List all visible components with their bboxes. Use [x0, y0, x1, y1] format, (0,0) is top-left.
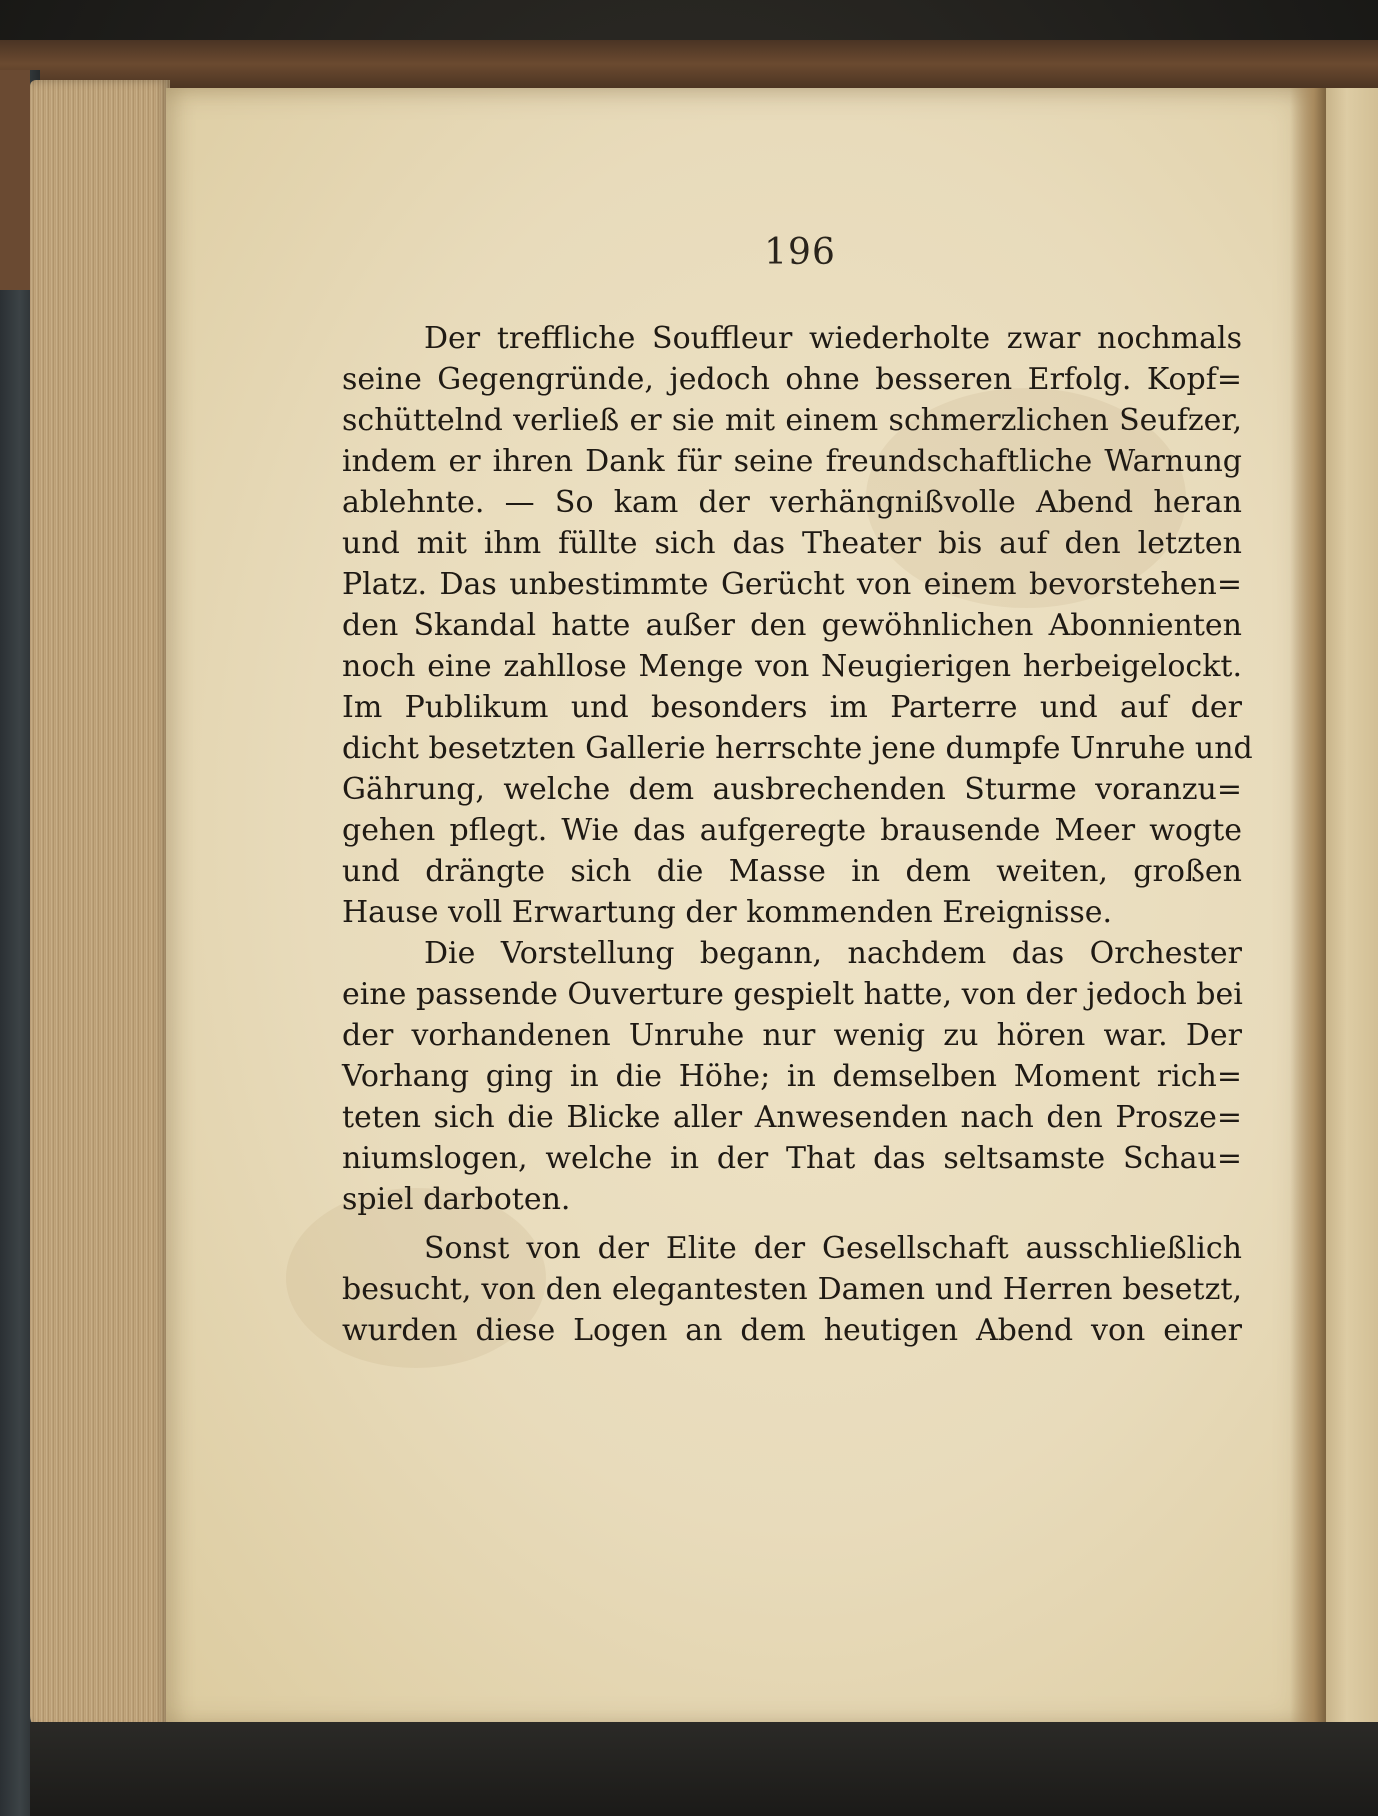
- text-line: und drängte sich die Masse in dem weiten, großen: [342, 854, 1242, 889]
- text-line: gehen pflegt. Wie das aufgeregte brausende Meer wogte: [342, 813, 1242, 848]
- book-bottom-edge: [30, 1722, 1378, 1816]
- text-line: wurden diese Logen an dem heutigen Abend von einer: [342, 1313, 1242, 1348]
- page-edges: [30, 80, 170, 1730]
- text-line: besucht, von den elegantesten Damen und Herren besetzt,: [342, 1272, 1242, 1307]
- text-line: Sonst von der Elite der Gesellschaft ausschließlich: [424, 1231, 1242, 1266]
- text-line: spiel darboten.: [342, 1182, 571, 1217]
- text-line: dicht besetzten Gallerie herrschte jene dumpfe Unruhe und: [342, 731, 1253, 766]
- text-line: Gährung, welche dem ausbrechenden Sturme voranzu=: [342, 772, 1242, 807]
- text-line: der vorhandenen Unruhe nur wenig zu hören war. Der: [342, 1018, 1242, 1053]
- text-line: niumslogen, welche in der That das seltsamste Schau=: [342, 1141, 1242, 1176]
- book-gutter: [1290, 88, 1330, 1728]
- text-line: Der treffliche Souffleur wiederholte zwar nochmals: [424, 321, 1242, 356]
- text-line: schüttelnd verließ er sie mit einem schmerzlichen Seufzer,: [342, 403, 1242, 438]
- page-number: 196: [764, 232, 836, 273]
- text-line: Vorhang ging in die Höhe; in demselben Moment rich=: [342, 1059, 1242, 1094]
- text-line: ablehnte. — So kam der verhängnißvolle Abend heran: [342, 485, 1242, 520]
- text-line: indem er ihren Dank für seine freundschaftliche Warnung: [342, 444, 1242, 479]
- page-text: [342, 318, 1253, 1351]
- text-line: Hause voll Erwartung der kommenden Ereignisse.: [342, 895, 1113, 930]
- paragraph-gap: [342, 1220, 1242, 1228]
- text-line: noch eine zahllose Menge von Neugierigen herbeigelockt.: [342, 649, 1242, 684]
- text-line: Platz. Das unbestimmte Gerücht von einem bevorstehen=: [342, 567, 1242, 602]
- text-line: Im Publikum und besonders im Parterre und auf der: [342, 690, 1242, 725]
- text-line: seine Gegengründe, jedoch ohne besseren Erfolg. Kopf=: [342, 362, 1242, 397]
- book-cover-leather-corner: [0, 70, 30, 290]
- facing-page-edge: [1326, 88, 1378, 1728]
- text-line: den Skandal hatte außer den gewöhnlichen Abonnienten: [342, 608, 1242, 643]
- text-line: Die Vorstellung begann, nachdem das Orchester: [424, 936, 1242, 971]
- text-line: und mit ihm füllte sich das Theater bis auf den letzten: [342, 526, 1242, 561]
- text-line: teten sich die Blicke aller Anwesenden nach den Prosze=: [342, 1100, 1242, 1135]
- text-line: eine passende Ouverture gespielt hatte, von der jedoch bei: [342, 977, 1243, 1012]
